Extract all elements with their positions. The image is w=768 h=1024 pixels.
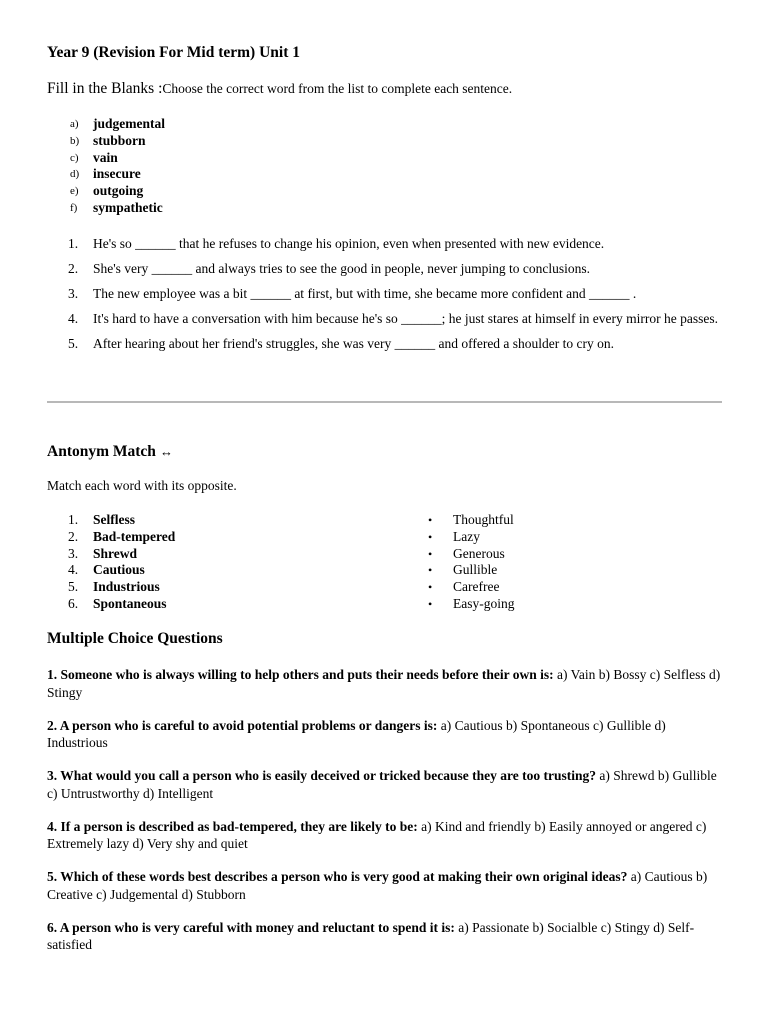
word-number: 3. (68, 545, 79, 561)
option-word: sympathetic (93, 199, 163, 215)
antonym-word: Selfless (93, 512, 135, 527)
mcq-question: 6. A person who is very careful with money and reluctant to spend it is: (47, 919, 455, 935)
left-right-arrow-icon: ↔ (159, 444, 173, 459)
word-number: 5. (68, 579, 79, 595)
sentence-number: 3. (68, 286, 79, 301)
antonym-word: Spontaneous (93, 595, 167, 611)
sentence-number: 1. (68, 236, 79, 251)
word-bank-item (70, 200, 165, 217)
mcq-item (47, 868, 727, 919)
opposite-item (428, 579, 515, 596)
antonym-word: Bad-tempered (93, 528, 176, 544)
antonym-word-item (68, 529, 175, 546)
option-letter: b) (70, 134, 80, 147)
sentence-number: 4. (68, 311, 79, 326)
opposite-word: Generous (453, 545, 505, 561)
sentence-number: 5. (68, 336, 79, 351)
antonym-word: Shrewd (93, 545, 138, 561)
option-letter: d) (70, 168, 80, 181)
opposite-item (428, 546, 515, 563)
opposite-item (428, 562, 515, 579)
sentence-item (68, 331, 748, 356)
word-number: 2. (68, 528, 79, 544)
opposite-word: Carefree (453, 579, 500, 595)
opposite-item (428, 512, 515, 529)
word-bank-list (70, 116, 165, 217)
opposite-item (428, 596, 515, 613)
word-number: 1. (68, 512, 79, 527)
fill-blanks-instruction: Choose the correct word from the list to complete each sentence. (162, 81, 513, 96)
sentence-text: She's very ______ and always tries to see the good in people, never jumping to conclusions. (93, 261, 590, 276)
bullet-icon: • (428, 529, 433, 544)
option-letter: f) (70, 201, 78, 214)
mcq-question: 5. Which of these words best describes a person who is very good at making their own original ideas? (47, 869, 628, 884)
opposite-word: Easy-going (453, 595, 515, 611)
option-word: insecure (93, 166, 141, 182)
option-word: outgoing (93, 183, 144, 199)
bullet-icon: • (428, 546, 433, 561)
mcq-heading: Multiple Choice Questions (47, 630, 223, 647)
opposite-item (428, 529, 515, 546)
bullet-icon: • (428, 513, 433, 527)
sentence-text: He's so ______ that he refuses to change his opinion, even when presented with new evidence. (93, 236, 605, 251)
mcq-choices: a) Kind and friendly b) Easily annoyed or angered c) Extremely lazy d) Very shy and quiet (47, 818, 707, 851)
option-word: vain (93, 149, 118, 165)
sentence-number: 2. (68, 261, 79, 276)
antonym-word-item (68, 546, 175, 563)
bullet-icon: • (428, 580, 433, 595)
antonym-word-item (68, 579, 175, 596)
antonym-word-list (68, 512, 175, 613)
antonym-word-item (68, 562, 175, 579)
mcq-item (47, 666, 727, 717)
antonym-instruction: Match each word with its opposite. (47, 478, 237, 493)
fill-blanks-title: Fill in the Blanks : (47, 80, 163, 97)
option-letter: e) (70, 185, 79, 198)
mcq-choices: a) Shrewd b) Gullible c) Untrustworthy d) Intelligent (47, 768, 717, 801)
mcq-question: 2. A person who is careful to avoid potential problems or dangers is: (47, 717, 438, 733)
option-word: judgemental (93, 116, 165, 131)
sentence-list (68, 231, 748, 356)
page-title: Year 9 (Revision For Mid term) Unit 1 (47, 44, 300, 61)
antonym-word-item (68, 596, 175, 613)
opposite-word: Gullible (453, 562, 498, 578)
bullet-icon: • (428, 596, 433, 611)
option-word: stubborn (93, 132, 146, 148)
opposite-word: Lazy (453, 528, 480, 544)
mcq-item (47, 717, 727, 768)
word-bank-item (70, 150, 165, 167)
word-number: 6. (68, 595, 79, 611)
word-bank-item (70, 183, 165, 200)
mcq-item (47, 919, 727, 970)
antonym-title: Antonym Match (47, 443, 156, 460)
antonym-word: Cautious (93, 562, 145, 578)
mcq-choices: a) Vain b) Bossy c) Selfless d) Stingy (47, 667, 721, 700)
antonym-heading (47, 443, 173, 461)
mcq-item (47, 818, 727, 869)
option-letter: c) (70, 151, 79, 164)
fill-blanks-heading (47, 80, 512, 98)
opposite-word: Thoughtful (453, 512, 514, 527)
word-bank-item (70, 166, 165, 183)
sentence-item (68, 306, 748, 331)
section-divider (47, 401, 722, 403)
antonym-word: Industrious (93, 579, 160, 595)
sentence-item (68, 231, 748, 256)
antonym-word-item (68, 512, 175, 529)
sentence-text: It's hard to have a conversation with him because he's so ______; he just stares at himself in every mirror he passes. (93, 311, 718, 326)
sentence-item (68, 256, 748, 281)
sentence-item (68, 281, 748, 306)
mcq-choices: a) Cautious b) Spontaneous c) Gullible d) Industrious (47, 717, 666, 750)
word-bank-item (70, 116, 165, 133)
mcq-question: 4. If a person is described as bad-tempered, they are likely to be: (47, 818, 418, 834)
option-letter: a) (70, 118, 79, 130)
mcq-choices: a) Passionate b) Socialble c) Stingy d) Self-satisfied (47, 919, 695, 952)
mcq-item (47, 767, 727, 818)
word-bank-item (70, 133, 165, 150)
sentence-text: After hearing about her friend's struggles, she was very ______ and offered a shoulder to cry on. (93, 336, 615, 351)
sentence-text: The new employee was a bit ______ at first, but with time, she became more confident and ______ . (93, 286, 637, 301)
opposite-list (428, 512, 515, 613)
word-number: 4. (68, 562, 79, 578)
bullet-icon: • (428, 563, 433, 578)
mcq-question: 1. Someone who is always willing to help others and puts their needs before their own is: (47, 667, 554, 682)
mcq-choices: a) Cautious b) Creative c) Judgemental d) Stubborn (47, 869, 708, 902)
mcq-list (47, 666, 727, 969)
mcq-question: 3. What would you call a person who is easily deceived or tricked because they are too trusting? (47, 768, 596, 783)
